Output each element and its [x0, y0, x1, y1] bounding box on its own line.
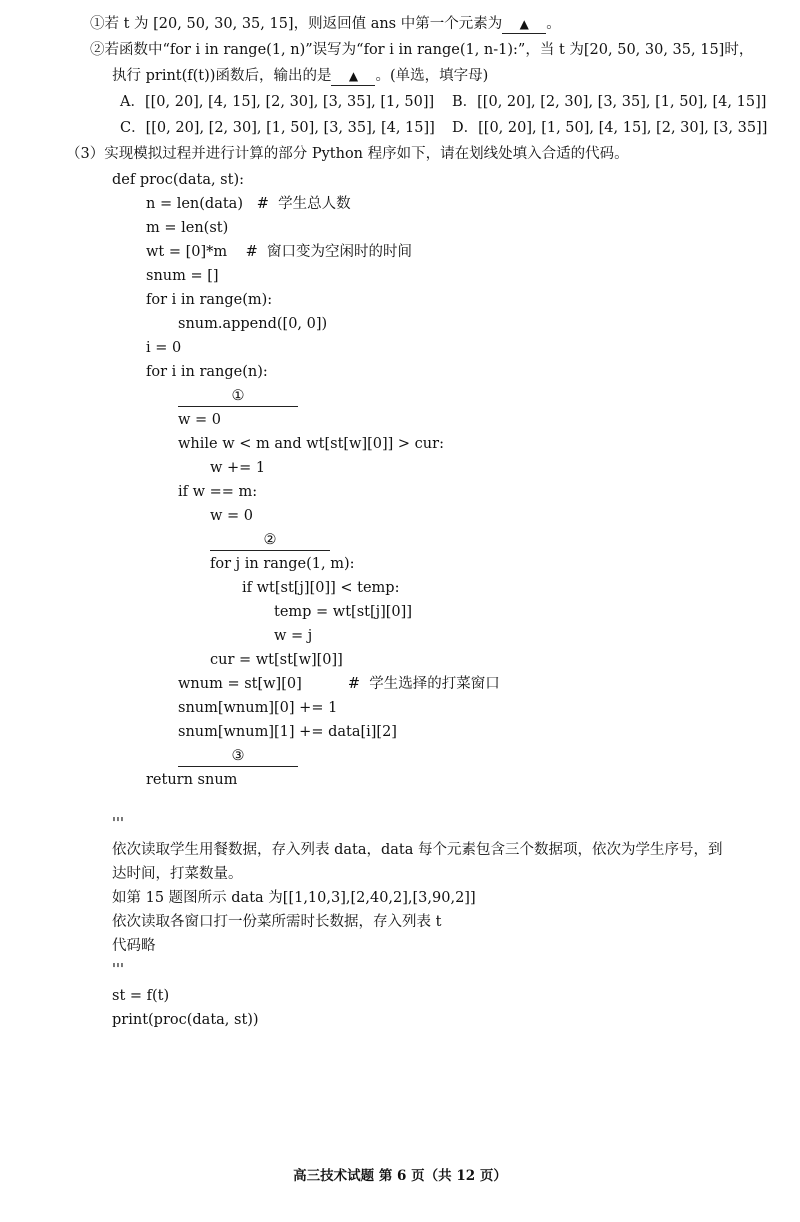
- code-line: if wt[st[j][0]] < temp:: [242, 580, 400, 596]
- code-line: print(proc(data, st)): [112, 1012, 259, 1028]
- code-line: snum[wnum][1] += data[i][2]: [178, 724, 397, 740]
- code-line: for i in range(n):: [146, 364, 268, 380]
- code-line: while w < m and wt[st[w][0]] > cur:: [178, 436, 444, 452]
- code-line: w = j: [274, 628, 313, 644]
- option-b: B．[[0, 20], [2, 30], [3, 35], [1, 50], [4, 15]]: [452, 94, 767, 110]
- section-3-intro: （3）实现模拟过程并进行计算的部分 Python 程序如下，请在划线处填入合适的代码。: [66, 146, 629, 162]
- code-line: wt = [0]*m # 窗口变为空闲时的时间: [146, 244, 412, 260]
- comment-close: ''': [112, 962, 124, 978]
- code-line: w = 0: [178, 412, 222, 428]
- fill-blank-1: ①: [178, 386, 298, 407]
- option-d: D．[[0, 20], [1, 50], [4, 15], [2, 30], [3, 35]]: [452, 120, 768, 136]
- code-line: i = 0: [146, 340, 182, 356]
- code-line: w = 0: [210, 508, 254, 524]
- option-a: A．[[0, 20], [4, 15], [2, 30], [3, 35], [1, 50]]: [120, 94, 435, 110]
- comment-line: 如第 15 题图所示 data 为[[1,10,3],[2,40,2],[3,90,2]]: [112, 890, 476, 906]
- fill-blank-2: ②: [210, 530, 330, 551]
- code-line: st = f(t): [112, 988, 170, 1004]
- code-line: return snum: [146, 772, 238, 788]
- comment-line: 依次读取学生用餐数据，存入列表 data，data 每个元素包含三个数据项，依次为学生序号，到: [112, 842, 723, 858]
- comment-line: 依次读取各窗口打一份菜所需时长数据，存入列表 t: [112, 914, 442, 930]
- code-line: w += 1: [210, 460, 266, 476]
- option-c: C．[[0, 20], [2, 30], [1, 50], [3, 35], [4, 15]]: [120, 120, 435, 136]
- code-line: for i in range(m):: [146, 292, 273, 308]
- code-line: for j in range(1, m):: [210, 556, 355, 572]
- triangle-icon: ▲: [348, 69, 359, 83]
- comment-line: 达时间，打菜数量。: [112, 866, 243, 882]
- answer-blank-1: [502, 16, 546, 34]
- comment-line: 代码略: [112, 938, 156, 954]
- code-line: if w == m:: [178, 484, 258, 500]
- triangle-icon: ▲: [519, 17, 529, 31]
- code-line: wnum = st[w][0] # 学生选择的打菜窗口: [178, 676, 500, 692]
- code-line: temp = wt[st[j][0]]: [274, 604, 412, 620]
- code-line: snum = []: [146, 268, 219, 284]
- code-line: def proc(data, st):: [112, 172, 244, 188]
- code-line: m = len(st): [146, 220, 229, 236]
- fill-blank-3: ③: [178, 746, 298, 767]
- comment-open: ''': [112, 816, 124, 832]
- code-line: snum.append([0, 0]): [178, 316, 328, 332]
- answer-blank-2: [331, 68, 375, 86]
- code-line: n = len(data) # 学生总人数: [146, 196, 351, 212]
- question-2-line2: 执行 print(f(t))函数后，输出的是 ▲ 。(单选，填字母): [112, 68, 489, 84]
- code-line: snum[wnum][0] += 1: [178, 700, 338, 716]
- page-footer: 高三技术试题 第 6 页（共 12 页）: [293, 1168, 507, 1184]
- question-1: ①若 t 为 [20, 50, 30, 35, 15]，则返回值 ans 中第一个元素为 ▲ 。: [90, 16, 561, 32]
- code-line: cur = wt[st[w][0]]: [210, 652, 343, 668]
- question-2-line1: ②若函数中“for i in range(1, n)”误写为“for i in range(1, n-1):”，当 t 为[20, 50, 30, 35, 15]时，: [90, 42, 754, 58]
